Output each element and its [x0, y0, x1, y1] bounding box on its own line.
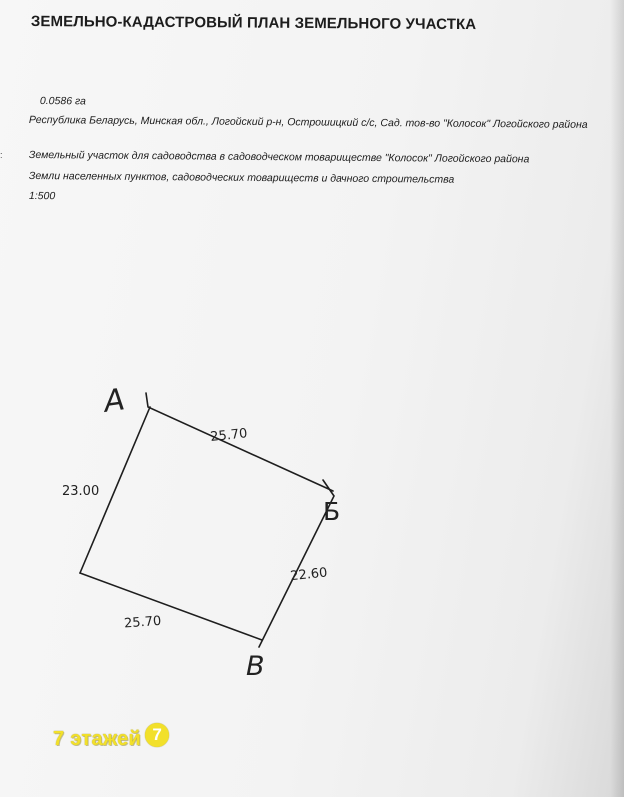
land-category: Земли населенных пунктов, садоводческих товариществ и дачного строительства: [28, 170, 455, 186]
parcel-purpose: Земельный участок для садоводства в садоводческом товариществе "Колосок" Логойского района: [28, 149, 530, 166]
side-length-top: 25.70: [209, 426, 249, 446]
side-length-left: 23.00: [62, 484, 100, 499]
boundary-bottom: [80, 573, 262, 640]
margin-mark: :: [0, 150, 3, 160]
watermark-text: 7 этажей: [53, 728, 142, 750]
corner-label-a: А: [101, 382, 127, 420]
seven-badge-icon: 7: [145, 723, 169, 747]
plan-scale: 1:500: [28, 190, 56, 203]
parcel-area: 0.0586 га: [39, 95, 86, 108]
document-title: ЗЕМЕЛЬНО-КАДАСТРОВЫЙ ПЛАН ЗЕМЕЛЬНОГО УЧАСТКА: [30, 13, 477, 34]
corner-label-b: Б: [323, 497, 341, 526]
corner-label-v: В: [246, 651, 265, 682]
watermark-logo: [53, 725, 169, 751]
side-length-bottom: 25.70: [123, 613, 162, 632]
parcel-address: Республика Беларусь, Минская обл., Логойский р-н, Острошицкий с/с, Сад. тов-во "Колосок" Логойского района: [28, 114, 588, 131]
side-length-right: 22.60: [289, 565, 329, 585]
